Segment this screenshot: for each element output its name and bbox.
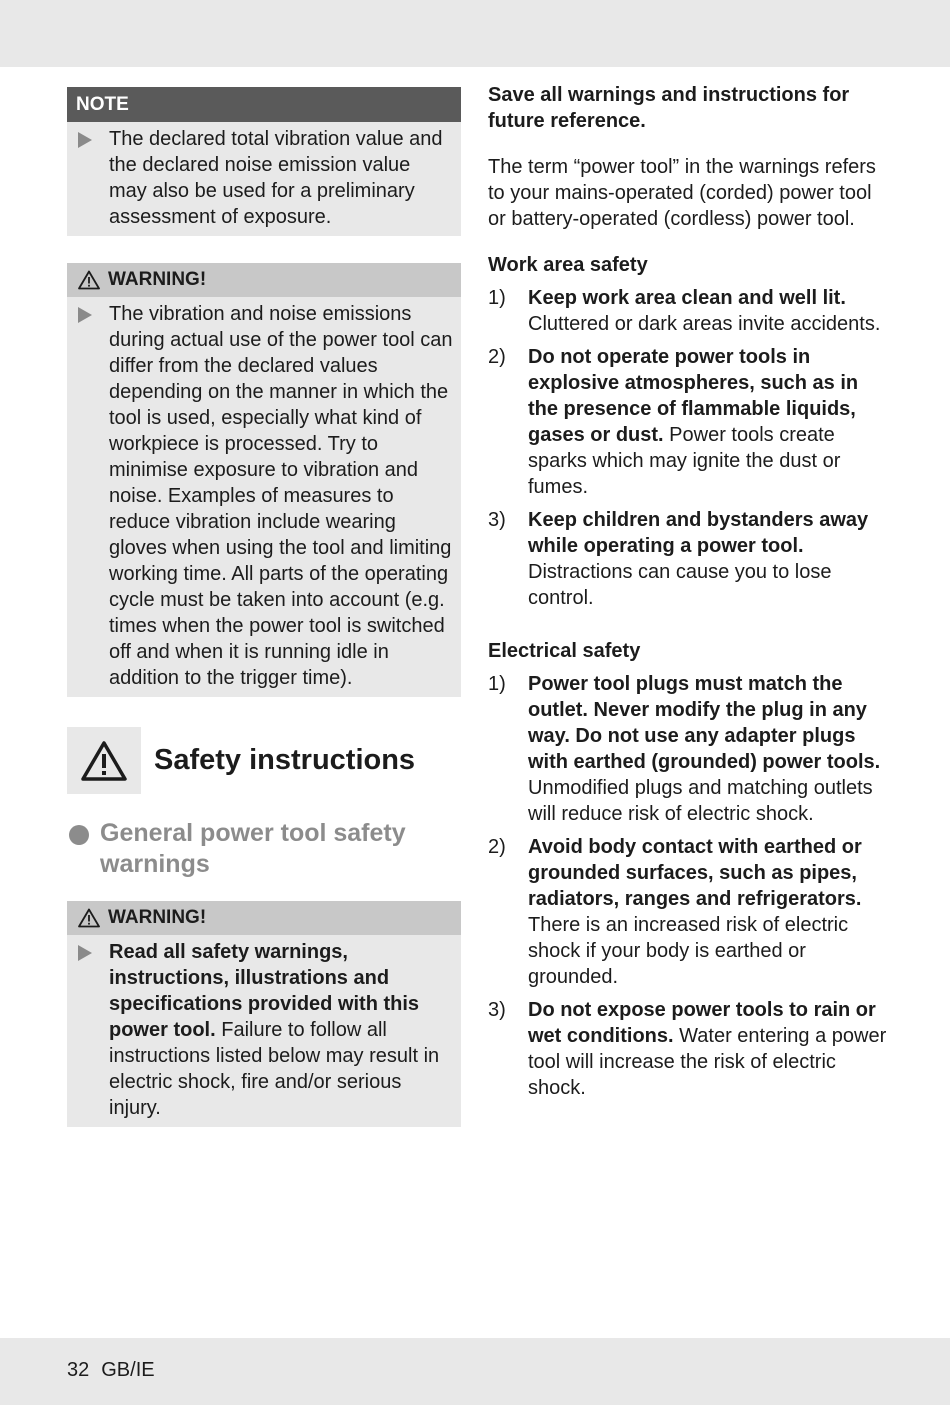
list-item xyxy=(488,834,888,990)
item-number: 1) xyxy=(488,287,506,309)
item-text: Cluttered or dark areas invite accidents. xyxy=(528,313,881,335)
item-number: 2) xyxy=(488,836,506,858)
note-text: The declared total vibration value and the declared noise emission value may also be used for a preliminary assessment of exposure. xyxy=(109,128,443,228)
intro-bold: Save all warnings and instructions for future reference. xyxy=(488,84,850,132)
warning-text: The vibration and noise emissions during actual use of the power tool can differ from the declared values depending on the manner in which the tool is used, especially what kind of workpiece is processed. Try to minimise exposure to vibration and noise. Examples of measures to reduce vibration include wearing gloves when using the tool and limiting working time. All parts of the operating cycle must be taken into account (e.g. times when the power tool is switched off and when it is running idle in addition to the trigger time). xyxy=(109,303,453,689)
item-text: Distractions can cause you to lose control. xyxy=(528,561,832,609)
page-number: 32 xyxy=(67,1359,90,1381)
warning-triangle-icon xyxy=(80,740,128,782)
safety-icon-box xyxy=(67,727,141,794)
subsection-title: General power tool safety warnings xyxy=(100,819,406,878)
item-number: 3) xyxy=(488,999,506,1021)
item-bold: Avoid body contact with earthed or grounded surfaces, such as pipes, radiators, ranges and refrigerators. xyxy=(528,836,862,910)
item-bold: Keep children and bystanders away while operating a power tool. xyxy=(528,509,869,557)
warning-header-label: WARNING! xyxy=(108,269,207,290)
item-bold: Power tool plugs must match the outlet. Never modify the plug in any way. Do not use any adapter plugs with earthed (grounded) power tools. xyxy=(528,673,881,773)
electrical-heading: Electrical safety xyxy=(488,640,641,662)
locale-label: GB/IE xyxy=(101,1359,155,1381)
item-number: 2) xyxy=(488,346,506,368)
warning-header-label: WARNING! xyxy=(108,907,207,928)
intro-text: The term “power tool” in the warnings refers to your mains-operated (corded) power tool or battery-operated (cordless) power tool. xyxy=(488,156,876,230)
warning-triangle-icon xyxy=(78,908,100,928)
item-number: 1) xyxy=(488,673,506,695)
right-column xyxy=(488,82,888,1101)
note-body xyxy=(67,122,461,236)
work-area-list xyxy=(488,285,888,611)
item-bold: Do not expose power tools to rain or wet conditions. xyxy=(528,999,876,1047)
warning-body xyxy=(67,297,461,697)
top-band xyxy=(0,0,950,67)
warning-header xyxy=(67,263,461,297)
warning-bold-text: Read all safety warnings, instructions, illustrations and specifications provided with this power tool. xyxy=(109,941,420,1041)
item-text: There is an increased risk of electric shock if your body is earthed or grounded. xyxy=(528,914,849,988)
left-column xyxy=(67,87,461,1127)
note-header: NOTE xyxy=(67,87,461,122)
list-item xyxy=(488,344,888,500)
arrow-right-icon xyxy=(78,307,92,323)
section-heading xyxy=(67,727,461,794)
item-bold: Do not operate power tools in explosive atmospheres, such as in the presence of flammable liquids, gases or dust. xyxy=(528,346,859,446)
warning-header xyxy=(67,901,461,935)
note-box xyxy=(67,87,461,236)
list-item xyxy=(488,671,888,827)
work-area-heading: Work area safety xyxy=(488,254,648,276)
warning-box-general xyxy=(67,901,461,1127)
arrow-right-icon xyxy=(78,132,92,148)
electrical-list xyxy=(488,671,888,1101)
warning-text: Failure to follow all instructions listed below may result in electric shock, fire and/or serious injury. xyxy=(109,1019,440,1119)
page-footer xyxy=(67,1359,155,1382)
item-bold: Keep work area clean and well lit. xyxy=(528,287,846,309)
item-text: Power tools create sparks which may ignite the dust or fumes. xyxy=(528,424,841,498)
warning-body xyxy=(67,935,461,1127)
list-item xyxy=(488,285,888,337)
item-text: Unmodified plugs and matching outlets will reduce risk of electric shock. xyxy=(528,777,873,825)
warning-triangle-icon xyxy=(78,270,100,290)
list-item xyxy=(488,507,888,611)
bullet-dot-icon xyxy=(69,825,89,845)
item-number: 3) xyxy=(488,509,506,531)
list-item xyxy=(488,997,888,1101)
warning-box-vibration xyxy=(67,263,461,697)
item-text: Water entering a power tool will increase the risk of electric shock. xyxy=(528,1025,887,1099)
section-title: Safety instructions xyxy=(154,744,416,776)
arrow-right-icon xyxy=(78,945,92,961)
subsection-heading xyxy=(67,818,461,880)
